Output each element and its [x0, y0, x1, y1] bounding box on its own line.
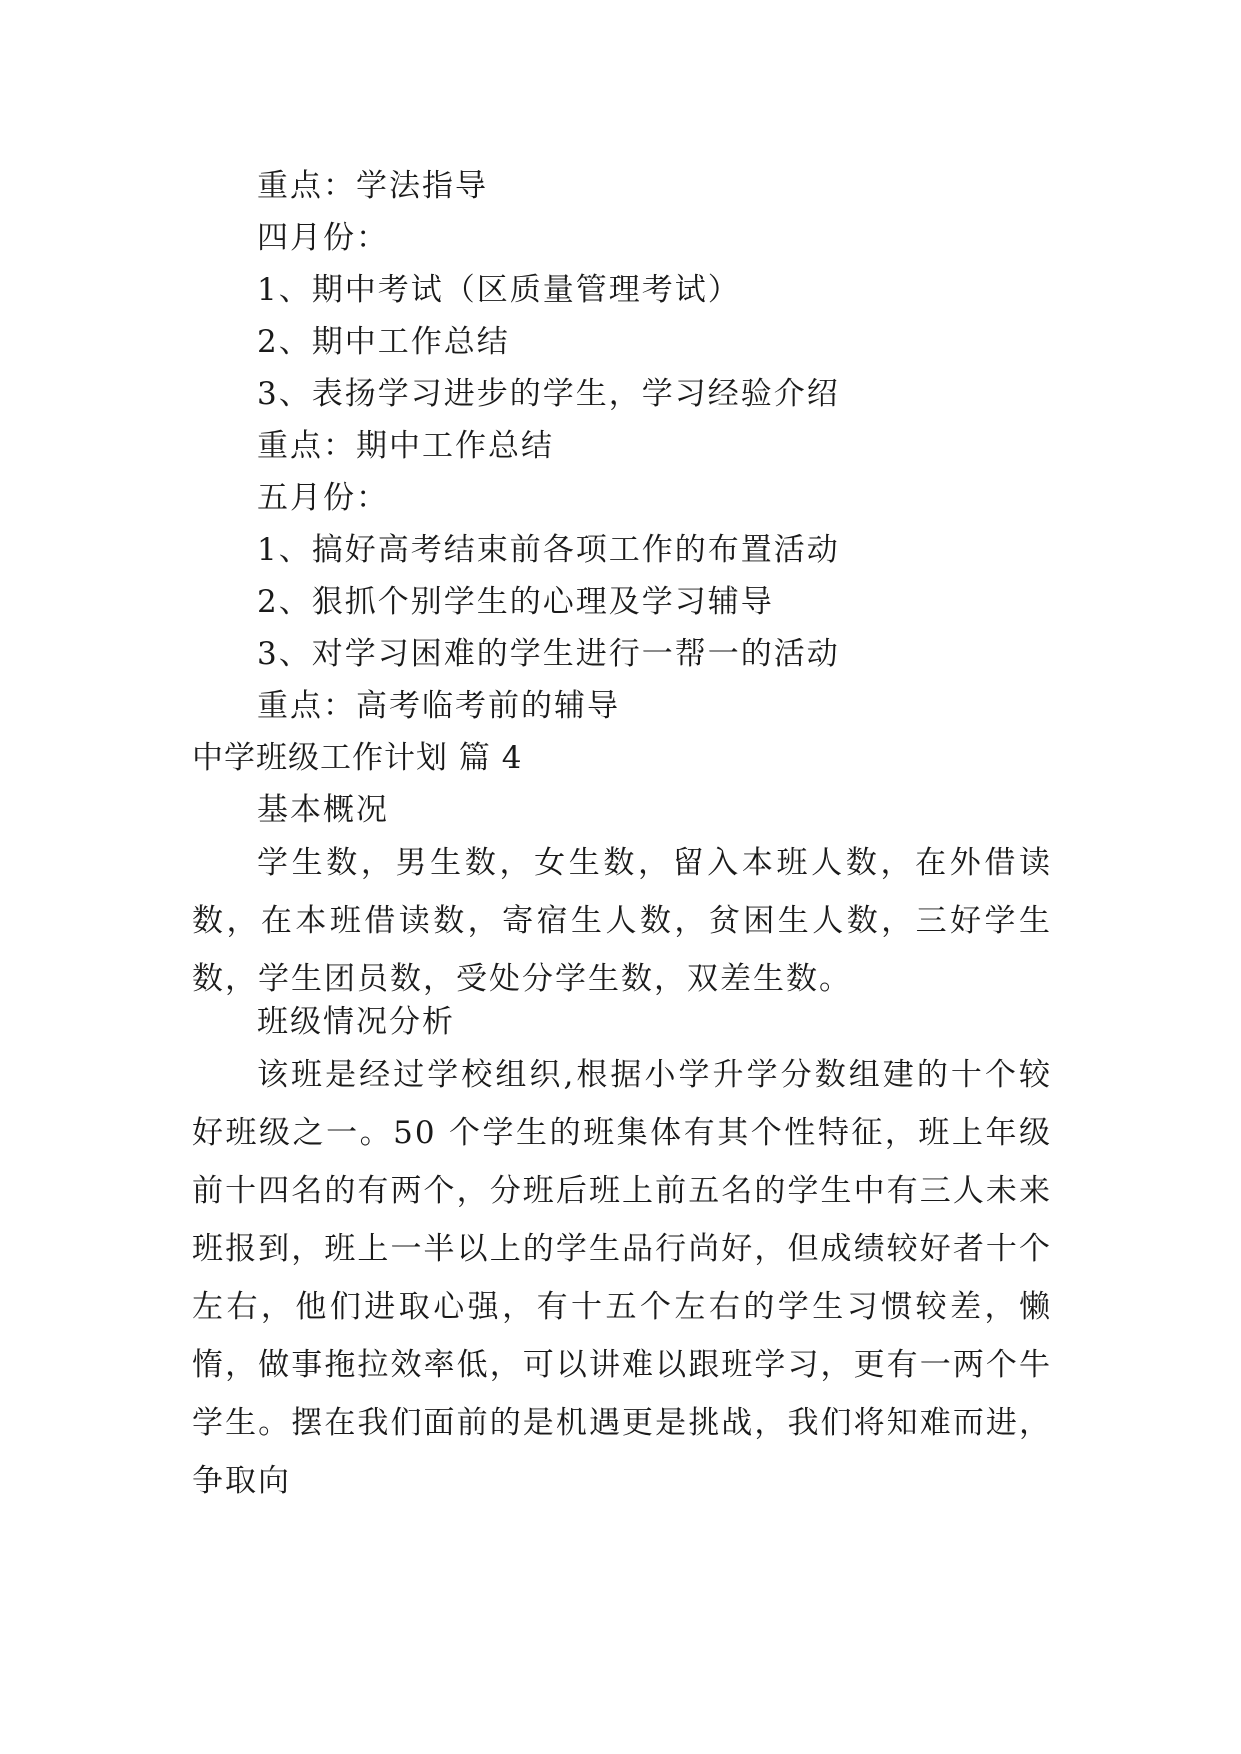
- text-line: 2、期中工作总结: [257, 324, 510, 360]
- analysis-heading: 班级情况分析: [257, 1004, 455, 1040]
- basic-heading: 基本概况: [257, 792, 389, 828]
- text-line: 重点：期中工作总结: [257, 428, 554, 464]
- section-title: 中学班级工作计划 篇 4: [192, 740, 523, 776]
- text-line: 四月份：: [257, 220, 389, 256]
- text-line: 2、狠抓个别学生的心理及学习辅导: [257, 584, 774, 620]
- text-line: 1、期中考试（区质量管理考试）: [257, 272, 741, 308]
- analysis-paragraph: 该班是经过学校组织,根据小学升学分数组建的十个较好班级之一。50 个学生的班集体有其个性特征，班上年级前十四名的有两个，分班后班上前五名的学生中有三人未来班报到，班上一半以上的学生品行尚好，但成绩较好者十个左右，他们进取心强，有十五个左右的学生习惯较差，懒惰，做事拖拉效率低，可以讲难以跟班学习，更有一两个牛学生。摆在我们面前的是机遇更是挑战，我们将知难而进，争取向: [192, 1057, 1052, 1499]
- text-line: 重点：高考临考前的辅导: [257, 688, 620, 724]
- text-line: 五月份：: [257, 480, 389, 516]
- text-line: 3、对学习困难的学生进行一帮一的活动: [257, 636, 840, 672]
- basic-paragraph: 学生数，男生数，女生数，留入本班人数，在外借读数，在本班借读数，寄宿生人数，贫困生人数，三好学生数，学生团员数，受处分学生数，双差生数。: [192, 845, 1052, 997]
- text-line: 1、搞好高考结束前各项工作的布置活动: [257, 532, 840, 568]
- text-line: 重点：学法指导: [257, 168, 488, 204]
- text-line: 3、表扬学习进步的学生，学习经验介绍: [257, 376, 840, 412]
